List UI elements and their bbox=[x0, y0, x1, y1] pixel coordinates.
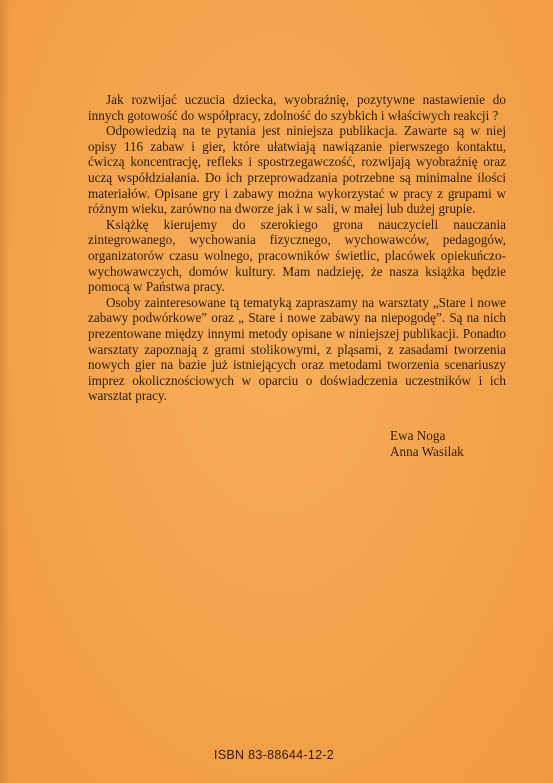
spine-shadow bbox=[0, 0, 10, 783]
author-name-second: Anna Wasilak bbox=[390, 444, 464, 459]
author-name-first: Ewa Noga bbox=[390, 428, 446, 443]
isbn-number: ISBN 83-88644-12-2 bbox=[214, 748, 335, 762]
paragraph-publication-content: Odpowiedzią na te pytania jest niniejsza publikacja. Zawarte są w niej opisy 116 zabaw i gier, które ułatwiają nawiązanie pierwszego kontaktu, ćwiczą koncentrację, refleks i spostrzegawczość, rozwijają wyobraźnię oraz uczą współdziałania. Do ich przeprowadzania potrzebne są minimalne ilości materiałów. Opisane gry i zabawy można wykorzystać w pracy z grupami w różnym wieku, zarówno na dworze jak i w sali, w małej lub dużej grupie. bbox=[88, 123, 506, 217]
paragraph-workshops: Osoby zainteresowane tą tematyką zapraszamy na warsztaty „Stare i nowe zabawy podwórkowe” oraz „ Stare i nowe zabawy na niepogodę”. Są na nich prezentowane między innymi metody opisane w niniejszej publikacji. Ponadto warsztaty zapoznają z grami stolikowymi, z pląsami, z zasadami tworzenia nowych gier na bazie już istniejących oraz metodami tworzenia scenariuszy imprez okolicznościowych w oparciu o doświadczenia uczestników i ich warsztat pracy. bbox=[88, 294, 506, 404]
paragraph-intro-question: Jak rozwijać uczucia dziecka, wyobraźnię, pozytywne nastawienie do innych gotowość do współpracy, zdolność do szybkich i właściwych reakcji ? bbox=[88, 92, 506, 123]
paragraph-target-audience: Książkę kierujemy do szerokiego grona nauczycieli nauczania zintegrowanego, wychowania fizycznego, wychowawców, pedagogów, organizatorów czasu wolnego, pracowników świetlic, placówek opiekuńczo-wychowawczych, domów kultury. Mam nadzieję, że nasza książka będzie pomocą w Państwa pracy. bbox=[88, 216, 506, 295]
author-signature bbox=[390, 428, 464, 460]
description-text bbox=[88, 92, 506, 404]
